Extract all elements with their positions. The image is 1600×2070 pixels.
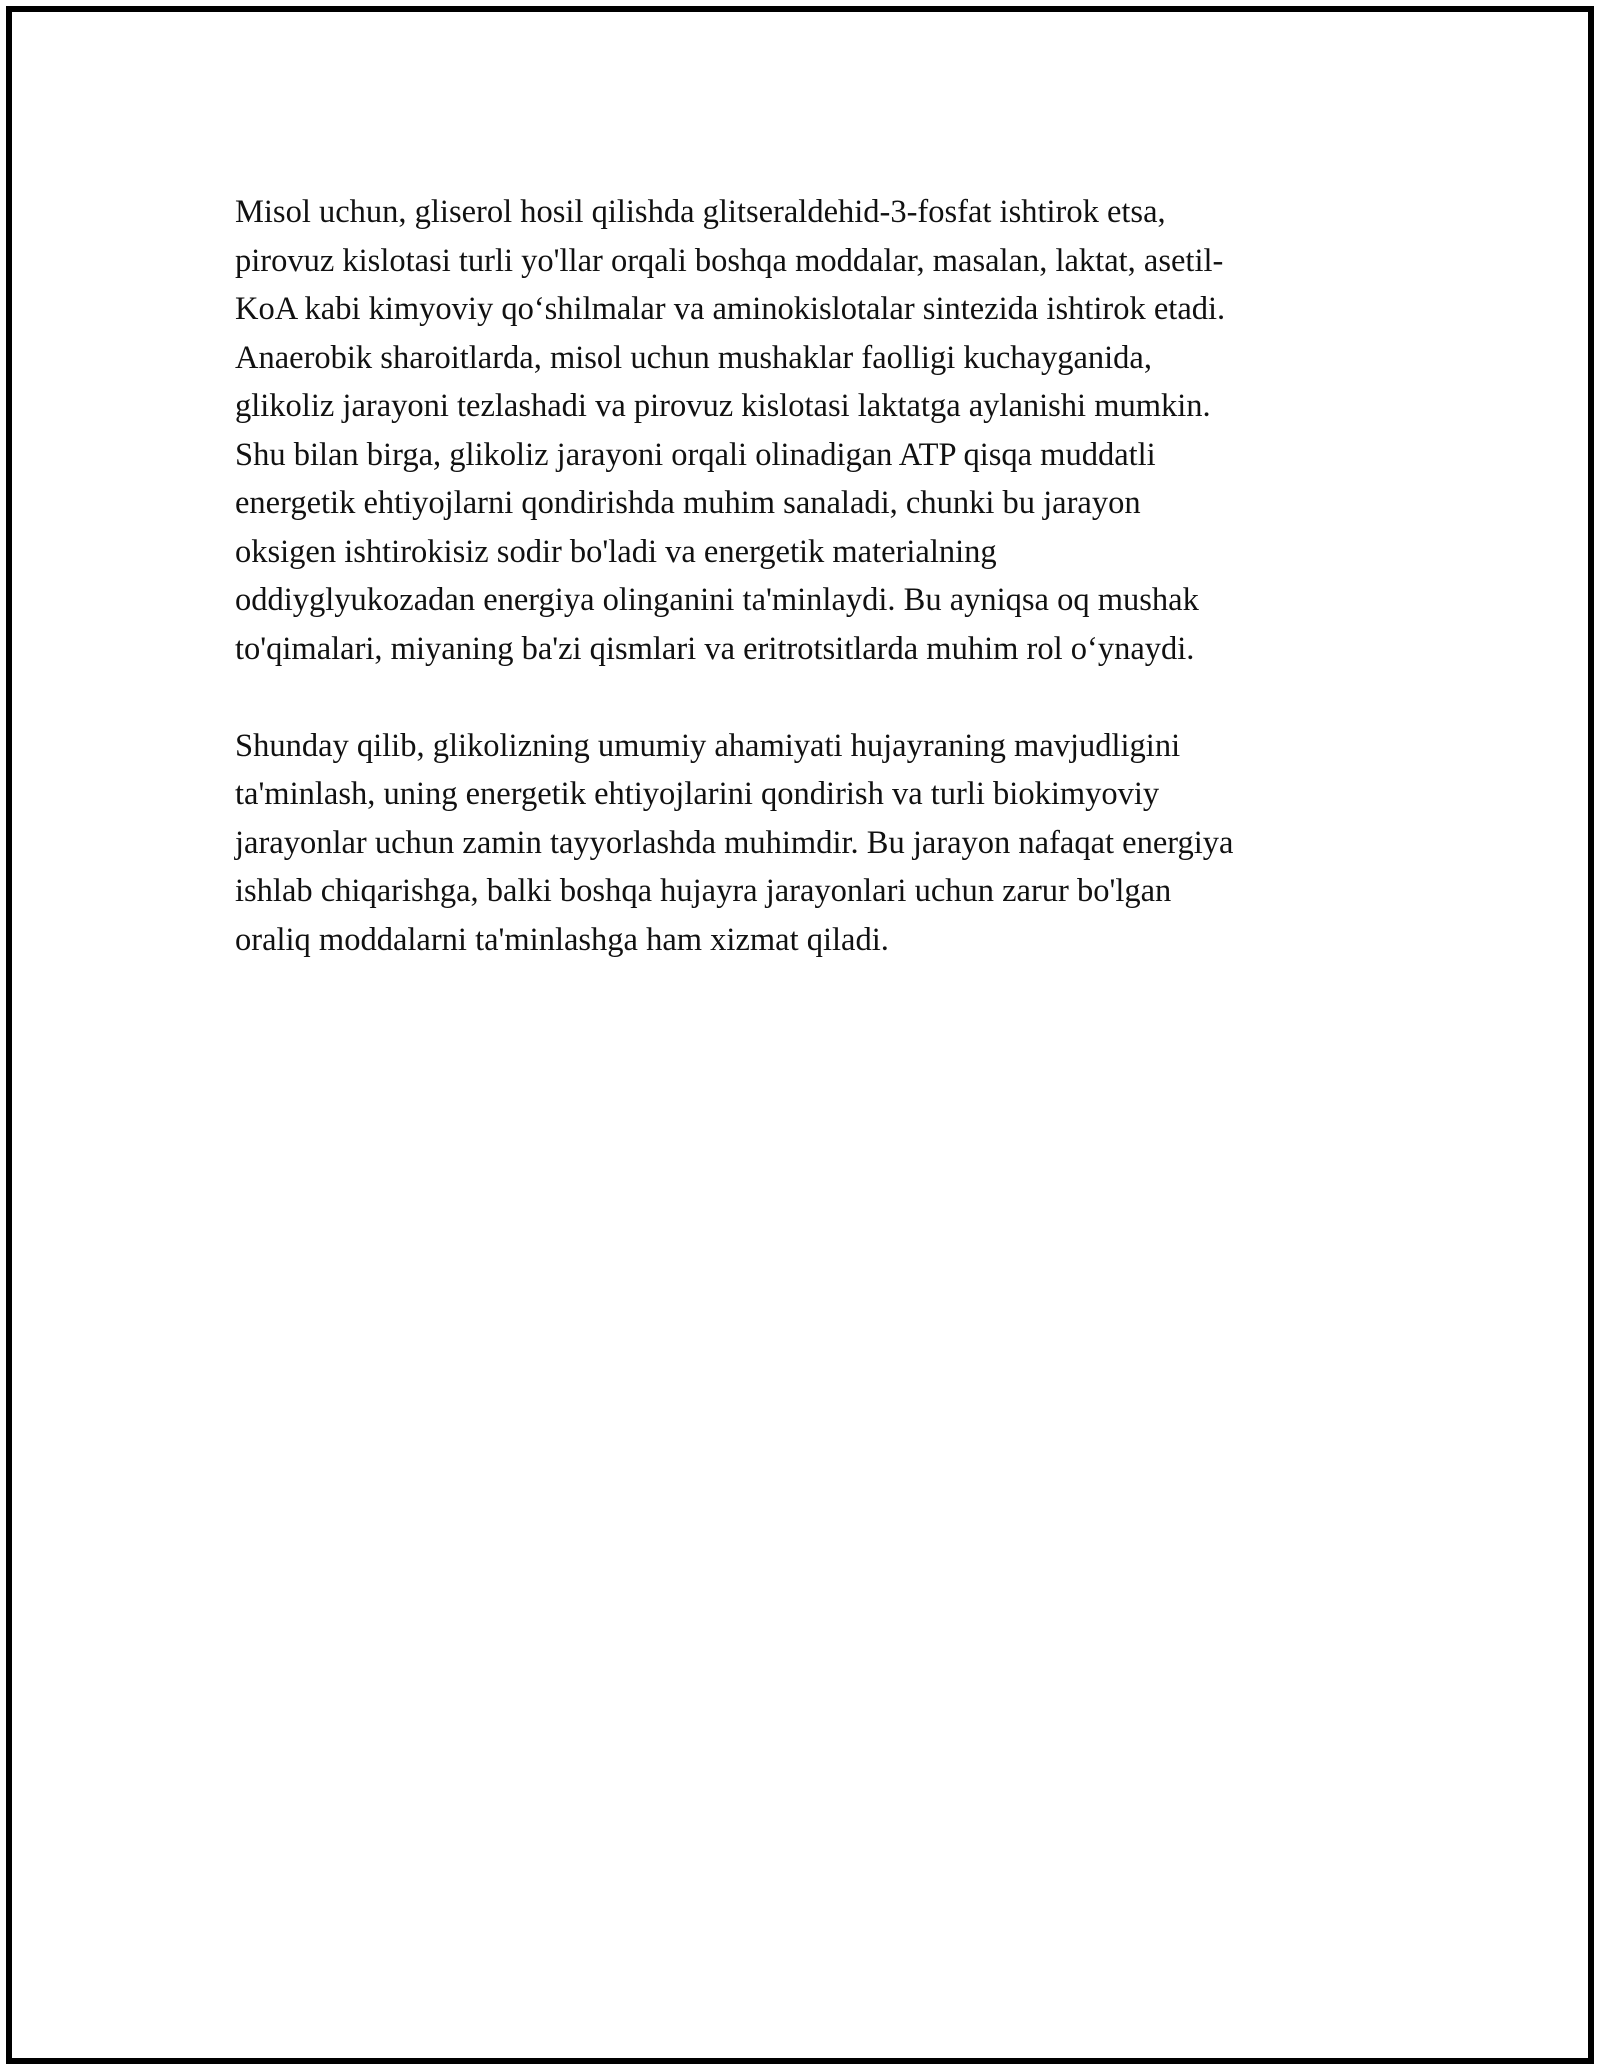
text-line: oraliq moddalarni ta'minlashga ham xizmat qiladi. [235, 921, 889, 958]
text-line: pirovuz kislotasi turli yo'llar orqali boshqa moddalar, masalan, laktat, asetil- [235, 242, 1224, 279]
text-line: KoA kabi kimyoviy qo‘shilmalar va aminokislotalar sintezida ishtirok etadi. [235, 291, 1226, 327]
text-line: jarayonlar uchun zamin tayyorlashda muhimdir. Bu jarayon nafaqat energiya [235, 824, 1234, 861]
paragraph-1 [235, 188, 1375, 673]
text-line: Shu bilan birga, glikoliz jarayoni orqali olinadigan ATP qisqa muddatli [235, 436, 1156, 473]
text-line: ishlab chiqarishga, balki boshqa hujayra jarayonlari uchun zarur bo'lgan [235, 873, 1172, 909]
text-line: oddiyglyukozadan energiya olinganini ta'minlaydi. Bu ayniqsa oq mushak [235, 582, 1199, 618]
text-line: glikoliz jarayoni tezlashadi va pirovuz kislotasi laktatga aylanishi mumkin. [235, 388, 1211, 424]
text-line: Misol uchun, gliserol hosil qilishda glitseraldehid-3-fosfat ishtirok etsa, [235, 194, 1166, 230]
text-line: Shunday qilib, glikolizning umumiy ahamiyati hujayraning mavjudligini [235, 727, 1181, 764]
text-line: oksigen ishtirokisiz sodir bo'ladi va energetik materialning [235, 533, 997, 570]
text-line: ta'minlash, uning energetik ehtiyojlarini qondirish va turli biokimyoviy [235, 776, 1160, 812]
paragraph-2 [235, 722, 1375, 965]
text-line: to'qimalari, miyaning ba'zi qismlari va eritrotsitlarda muhim rol o‘ynaydi. [235, 630, 1195, 667]
text-line: Anaerobik sharoitlarda, misol uchun mushaklar faolligi kuchayganida, [235, 339, 1152, 376]
document-body [235, 188, 1375, 1013]
text-line: energetik ehtiyojlarni qondirishda muhim sanaladi, chunki bu jarayon [235, 485, 1141, 521]
